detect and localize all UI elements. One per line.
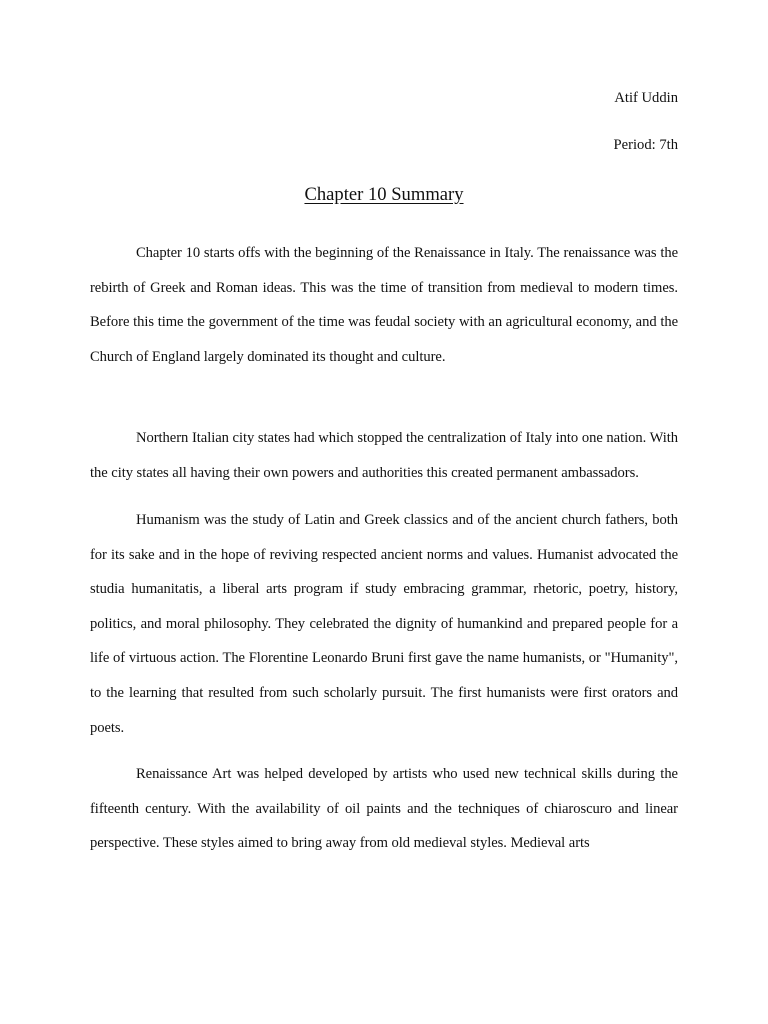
paragraph-humanism: Humanism was the study of Latin and Greek classics and of the ancient church fathers, both for its sake and in the hope of reviving respected ancient norms and values. Humanist advocated the studia humanitatis, a liberal arts program if study embracing grammar, rhetoric, poetry, history, politics, and moral philosophy. They celebrated the dignity of humankind and prepared people for a life of virtuous action. The Florentine Leonardo Bruni first gave the name humanists, or "Humanity", to the learning that resulted from such scholarly pursuit. The first humanists were first orators and poets. (90, 512, 678, 736)
paragraph-city-states: Northern Italian city states had which stopped the centralization of Italy into one nation. With the city states all having their own powers and authorities this created permanent ambassadors. (90, 430, 678, 481)
document-title: Chapter 10 Summary (304, 184, 464, 205)
author-name: Atif Uddin (614, 90, 678, 106)
paragraph-renaissance-art: Renaissance Art was helped developed by artists who used new technical skills during the fifteenth century. With the availability of oil paints and the techniques of chiaroscuro and linear perspective. These styles aimed to bring away from old medieval styles. Medieval arts (90, 766, 678, 852)
paragraph-renaissance-intro: Chapter 10 starts offs with the beginning of the Renaissance in Italy. The renaissance was the rebirth of Greek and Roman ideas. This was the time of transition from medieval to modern times. Before this time the government of the time was feudal society with an agricultural economy, and the Church of England largely dominated its thought and culture. (90, 245, 678, 365)
class-period: Period: 7th (613, 137, 678, 153)
document-page (90, 0, 678, 1024)
